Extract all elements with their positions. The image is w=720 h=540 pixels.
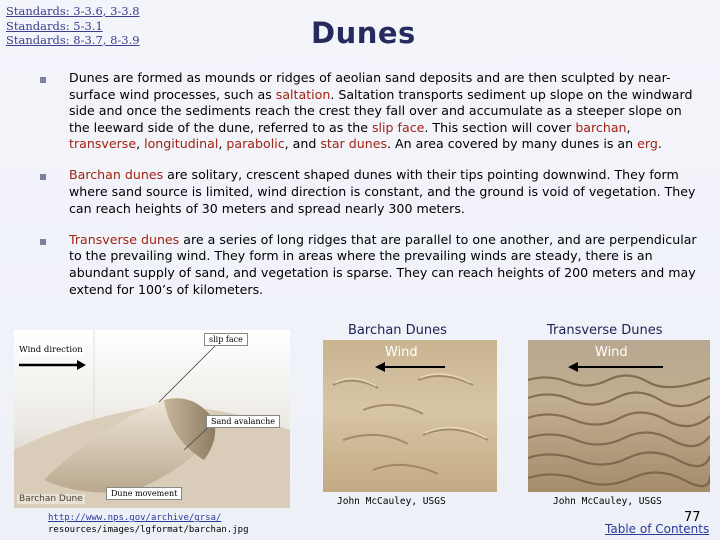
standards-links	[6, 4, 140, 48]
transverse-photo-title: Transverse Dunes	[547, 323, 663, 338]
term-barchan-dunes: Barchan dunes	[69, 167, 164, 183]
table-of-contents-link[interactable]: Table of Contents	[605, 522, 710, 536]
standards-link-2[interactable]: Standards: 5-3.1	[6, 18, 103, 33]
wind-direction-label: Wind direction	[19, 345, 83, 355]
barchan-dune-caption: Barchan Dune	[19, 494, 83, 504]
term-transverse-dunes: Transverse dunes	[69, 231, 180, 247]
image-source	[48, 512, 248, 536]
barchan-photo-title: Barchan Dunes	[348, 323, 447, 338]
term-barchan: barchan	[575, 119, 627, 135]
source-url-link[interactable]: http://www.nps.gov/archive/grsa/	[48, 513, 222, 523]
term-parabolic: parabolic	[226, 136, 285, 152]
barchan-dune-diagram	[14, 330, 290, 508]
bullet-dunes-formation: Dunes are formed as mounds or ridges of aeolian sand deposits and are then sculpted by near-surface wind processes, such as saltation. Saltation transports sediment up slope on the windward side and once the sediments reach the crest they fall over and accumulate as a steeper slope on the leeward side of the dune, referred to as the slip face. This section will cover barchan, transverse, longitudinal, parabolic, and star dunes. An area covered by many dunes is an erg.	[40, 70, 705, 153]
barchan-wind-label: Wind	[385, 345, 418, 360]
transverse-dunes-photo	[528, 340, 710, 492]
page-title: Dunes	[311, 16, 416, 50]
transverse-photo-credit: John McCauley, USGS	[553, 496, 662, 507]
bullet-square-icon	[40, 174, 46, 180]
slip-face-label: slip face	[204, 333, 248, 346]
bullet-barchan-dunes: Barchan dunes are solitary, crescent shaped dunes with their tips pointing downwind. They form where sand source is limited, wind direction is constant, and the ground is void of vegetation. They can reach heights of 30 meters and spread nearly 300 meters.	[40, 167, 705, 217]
transverse-wind-label: Wind	[595, 345, 628, 360]
bullet-square-icon	[40, 239, 46, 245]
bullet-list	[40, 70, 705, 313]
term-slip-face: slip face	[372, 119, 425, 135]
standards-link-3[interactable]: Standards: 8-3.7, 8-3.9	[6, 33, 140, 47]
barchan-dunes-photo	[323, 340, 497, 492]
bullet-transverse-dunes: Transverse dunes are a series of long ridges that are parallel to one another, and are perpendicular to the prevailing wind. They form in areas where the prevailing winds are steady, there is an abundant supply of sand, and vegetation is sparse. They can reach heights of 200 meters and may extend for 100’s of kilometers.	[40, 232, 705, 298]
term-star-dunes: star dunes	[320, 136, 388, 152]
term-saltation: saltation	[275, 86, 331, 102]
standards-link-1[interactable]: Standards: 3-3.6, 3-3.8	[6, 4, 140, 18]
sand-avalanche-label: Sand avalanche	[206, 415, 280, 428]
term-transverse: transverse	[69, 136, 137, 152]
page-number: 77	[684, 510, 701, 525]
dune-movement-label: Dune movement	[106, 487, 182, 500]
term-longitudinal: longitudinal	[144, 136, 219, 152]
source-path: resources/images/lgformat/barchan.jpg	[48, 525, 249, 535]
bullet-square-icon	[40, 77, 46, 83]
barchan-photo-credit: John McCauley, USGS	[337, 496, 446, 507]
term-erg: erg	[637, 136, 658, 152]
